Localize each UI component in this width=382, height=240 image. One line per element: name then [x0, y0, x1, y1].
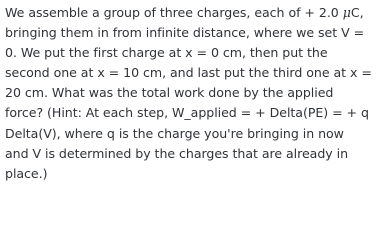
- problem-line-2: bringing them in from infinite distance, where we set V =: [5, 25, 365, 41]
- unit-suffix: C,: [350, 5, 364, 20]
- problem-line-6: force? (Hint: At each step, W_applied = + Delta(PE) = + q: [5, 105, 369, 121]
- problem-text: [5, 3, 381, 184]
- problem-line-7: Delta(V), where q is the charge you're bringing in now: [5, 125, 344, 141]
- problem-line-5: 20 cm. What was the total work done by the applied: [5, 85, 334, 101]
- problem-line-4: second one at x = 10 cm, and last put the third one at x =: [5, 65, 372, 81]
- problem-line-1: [5, 3, 381, 23]
- problem-line-3: 0. We put the first charge at x = 0 cm, then put the: [5, 45, 328, 61]
- problem-line-8: and V is determined by the charges that are already in: [5, 145, 349, 161]
- problem-line-9: place.): [5, 165, 48, 181]
- problem-line-1-text: We assemble a group of three charges, each of + 2.0: [5, 5, 339, 20]
- micro-symbol: μ: [342, 5, 351, 20]
